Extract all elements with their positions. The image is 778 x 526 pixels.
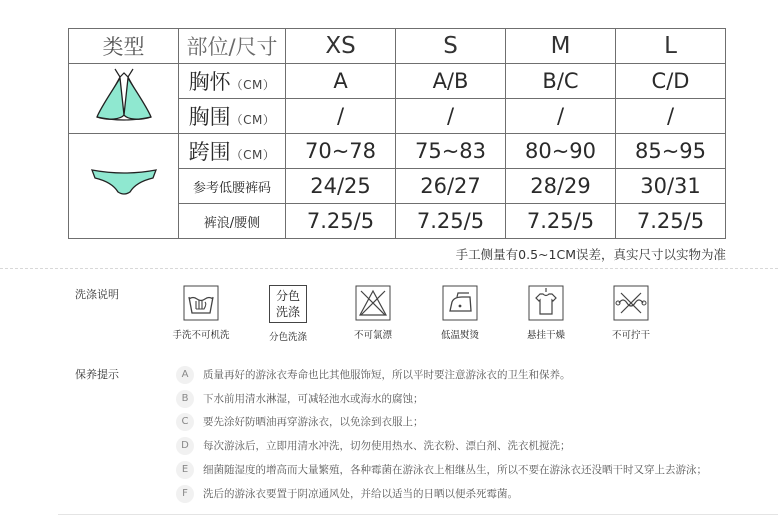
part-name: 跨围 <box>188 140 231 164</box>
bottom-divider <box>58 514 778 515</box>
table-cell: 85~95 <box>616 134 726 169</box>
table-cell: 28/29 <box>506 169 616 204</box>
part-label: 裤浪/腰侧 <box>179 204 286 239</box>
tip-letter: B <box>176 390 194 408</box>
section-divider <box>0 268 778 269</box>
table-row <box>69 134 726 169</box>
no-wring-icon <box>613 285 649 321</box>
size-table-header-row <box>69 29 726 64</box>
wash-separately-icon-text: 分色 <box>275 289 300 303</box>
table-cell: 30/31 <box>616 169 726 204</box>
size-header-m: M <box>506 29 616 64</box>
part-label <box>179 134 286 169</box>
table-cell: 7.25/5 <box>616 204 726 239</box>
wash-item-hang-dry <box>506 285 586 341</box>
tip-text: 洗后的游泳衣要置于阴凉通风处，并给以适当的日晒以便杀死霉菌。 <box>203 488 518 500</box>
table-cell: A/B <box>396 64 506 99</box>
tip-letter: A <box>176 366 194 384</box>
type-header: 类型 <box>69 29 179 64</box>
care-title: 保养提示 <box>75 368 119 381</box>
table-cell: 70~78 <box>286 134 396 169</box>
care-tip <box>176 411 424 431</box>
tip-letter: D <box>176 437 194 455</box>
size-header-s: S <box>396 29 506 64</box>
wash-caption: 手洗不可机洗 <box>172 330 230 341</box>
wash-item-low-iron <box>420 285 500 341</box>
part-unit: （CM） <box>230 78 276 92</box>
part-name: 胸怀 <box>188 70 231 94</box>
wash-caption: 不可拧干 <box>611 330 650 341</box>
table-cell: 26/27 <box>396 169 506 204</box>
care-tip <box>176 459 707 479</box>
wash-caption: 不可氯漂 <box>353 330 392 341</box>
tip-text: 要先涂好防晒油再穿游泳衣，以免涂到衣服上； <box>203 416 424 428</box>
part-label <box>179 99 286 134</box>
wash-separately-icon-text: 洗涤 <box>275 305 300 319</box>
part-size-header: 部位/尺寸 <box>179 29 286 64</box>
table-cell: 80~90 <box>506 134 616 169</box>
wash-item-no-wring <box>591 285 671 341</box>
table-cell: / <box>506 99 616 134</box>
wash-separately-icon <box>269 285 307 323</box>
wash-caption: 悬挂干燥 <box>526 330 565 341</box>
table-cell: 75~83 <box>396 134 506 169</box>
table-cell: 7.25/5 <box>506 204 616 239</box>
table-cell: C/D <box>616 64 726 99</box>
table-cell: / <box>396 99 506 134</box>
tip-letter: C <box>176 413 194 431</box>
tip-text: 下水前用清水淋湿，可减轻池水或海水的腐蚀； <box>203 393 424 405</box>
wash-caption: 分色洗涤 <box>268 332 307 343</box>
bikini-bottom-icon <box>86 162 162 206</box>
table-cell: 24/25 <box>286 169 396 204</box>
care-tip <box>176 364 571 384</box>
tip-text: 质量再好的游泳衣寿命也比其他服饰短，所以平时要注意游泳衣的卫生和保养。 <box>203 369 571 381</box>
part-label <box>179 64 286 99</box>
hand-wash-icon <box>183 285 219 321</box>
table-cell: / <box>286 99 396 134</box>
table-row <box>69 64 726 99</box>
table-cell: B/C <box>506 64 616 99</box>
tip-letter: E <box>176 461 194 479</box>
part-unit: （CM） <box>230 148 276 162</box>
wash-item-no-bleach <box>333 285 413 341</box>
wash-item-separate <box>248 285 328 343</box>
part-unit: （CM） <box>230 113 276 127</box>
low-iron-icon <box>442 285 478 321</box>
care-tip <box>176 483 518 503</box>
tip-text: 细菌随湿度的增高而大量繁殖，各种霉菌在游泳衣上相继丛生，所以不要在游泳衣还没晒干时又穿上去游泳； <box>203 464 707 476</box>
hang-dry-icon <box>528 285 564 321</box>
care-tip <box>176 435 571 455</box>
care-tip <box>176 388 424 408</box>
wash-caption: 低温熨烫 <box>440 330 479 341</box>
table-cell: 7.25/5 <box>286 204 396 239</box>
table-cell: / <box>616 99 726 134</box>
size-table <box>68 28 726 239</box>
bikini-top-icon <box>89 65 159 127</box>
tip-text: 每次游泳后，立即用清水冲洗，切勿使用热水、洗衣粉、漂白剂、洗衣机搅洗； <box>203 440 571 452</box>
tip-letter: F <box>176 485 194 503</box>
wash-title: 洗涤说明 <box>75 288 119 301</box>
table-cell: 7.25/5 <box>396 204 506 239</box>
bikini-top-illustration <box>69 64 179 134</box>
wash-item-hand-wash <box>161 285 241 341</box>
size-header-xs: XS <box>286 29 396 64</box>
bikini-bottom-illustration <box>69 134 179 239</box>
part-name: 胸围 <box>188 105 231 129</box>
size-header-l: L <box>616 29 726 64</box>
table-cell: A <box>286 64 396 99</box>
measurement-note: 手工侧量有0.5~1CM误差，真实尺寸以实物为准 <box>455 247 726 262</box>
no-bleach-icon <box>355 285 391 321</box>
part-label: 参考低腰裤码 <box>179 169 286 204</box>
